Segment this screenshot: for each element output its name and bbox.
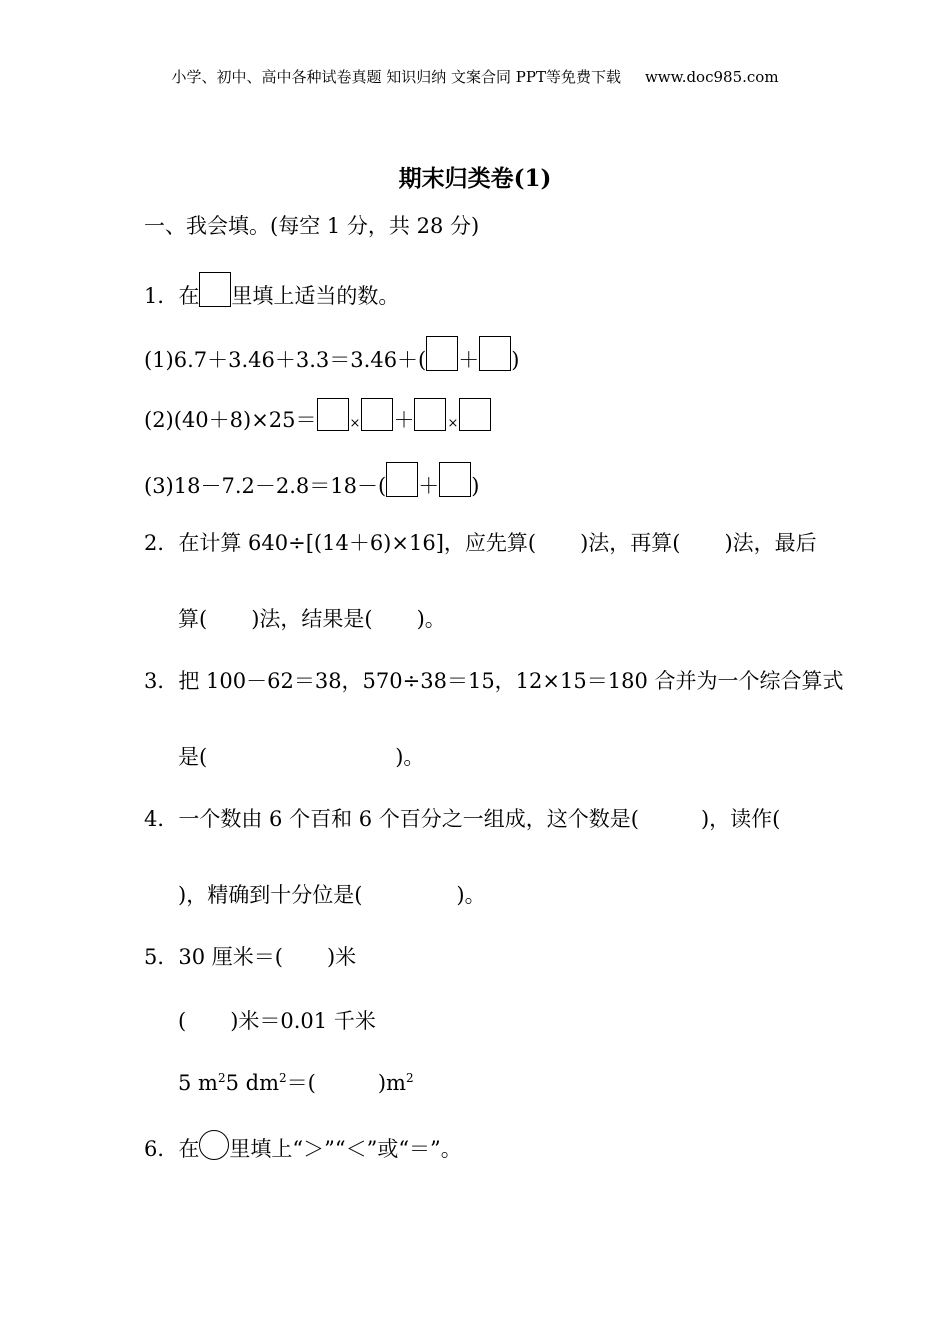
answer-box[interactable] xyxy=(439,462,471,497)
answer-box[interactable] xyxy=(361,398,393,431)
q1-part3: (3)18－7.2－2.8＝18－( ＋ ) xyxy=(144,462,479,501)
page-header xyxy=(0,66,950,87)
q4-line2: )，精确到十分位是( )。 xyxy=(178,883,486,907)
q1-part1: (1)6.7＋3.46＋3.3＝3.46＋( ＋ ) xyxy=(144,336,519,375)
q2-line1: 2．在计算 640÷[(14＋6)×16]，应先算( )法，再算( )法，最后 xyxy=(144,531,817,555)
q3-line1: 3．把 100－62＝38，570÷38＝15，12×15＝180 合并为一个综合算式 xyxy=(144,669,844,693)
q2-line2: 算( )法，结果是( )。 xyxy=(178,607,446,631)
q5-line1: 5．30 厘米＝( )米 xyxy=(144,945,357,969)
answer-box[interactable] xyxy=(459,398,491,431)
header-text: 小学、初中、高中各种试卷真题 知识归纳 文案合同 PPT等免费下载 xyxy=(171,68,621,86)
answer-box[interactable] xyxy=(386,462,418,497)
page-title: 期末归类卷(1) xyxy=(398,165,552,192)
header-url[interactable]: www.doc985.com xyxy=(644,68,779,86)
q6-instruction: 6．在 里填上“＞”“＜”或“＝”。 xyxy=(144,1130,462,1164)
answer-box-sample xyxy=(199,272,231,307)
q5-line2: ( )米＝0.01 千米 xyxy=(178,1009,376,1033)
answer-box[interactable] xyxy=(479,336,511,371)
q5-line3: 5 $m^25$ $dm^2=$( )$m^2$ xyxy=(178,1071,414,1095)
q3-line2: 是( )。 xyxy=(178,745,425,769)
answer-circle-sample xyxy=(199,1130,229,1160)
answer-box[interactable] xyxy=(317,398,349,431)
q1-instruction: 1．在 里填上适当的数。 xyxy=(144,272,399,311)
q4-line1: 4．一个数由 6 个百和 6 个百分之一组成，这个数是( )，读作( xyxy=(144,807,781,831)
q1-part2: (2)(40＋8)×25＝ × ＋ × xyxy=(144,398,491,439)
answer-box[interactable] xyxy=(426,336,458,371)
answer-box[interactable] xyxy=(414,398,446,431)
section-heading: 一、我会填。(每空 1 分，共 28 分) xyxy=(144,214,480,238)
